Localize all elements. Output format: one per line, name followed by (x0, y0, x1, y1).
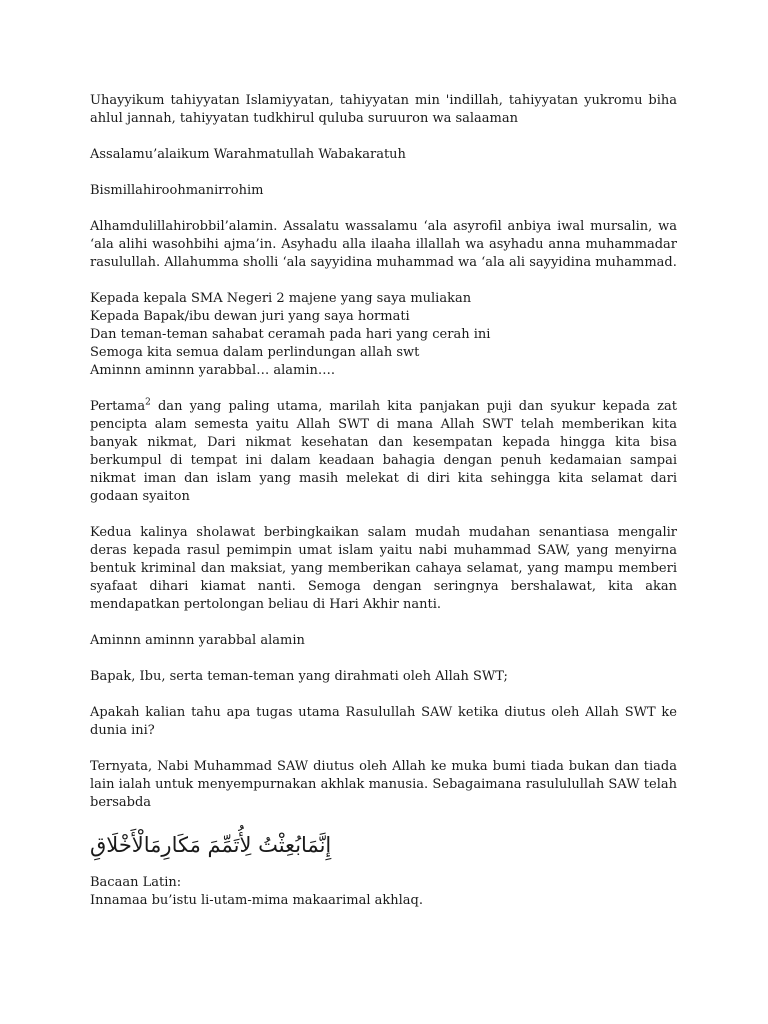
greeting-line: Kepada kepala SMA Negeri 2 majene yang saya muliakan (90, 291, 472, 306)
latin-label: Bacaan Latin: (90, 875, 182, 890)
basmalah-paragraph: Bismillahiroohmanirrohim (90, 183, 264, 198)
amin-paragraph: Aminnn aminnn yarabbal alamin (90, 633, 305, 648)
document-page (90, 92, 677, 928)
arabic-hadith (90, 830, 677, 860)
first-paragraph (90, 398, 677, 506)
address-paragraph: Bapak, Ibu, serta teman-teman yang dirahmati oleh Allah SWT; (90, 669, 508, 684)
latin-text: Innamaa bu’istu li-utam-mima makaarimal akhlaq. (90, 893, 424, 908)
question-paragraph: Apakah kalian tahu apa tugas utama Rasulullah SAW ketika diutus oleh Allah SWT ke dunia ini? (90, 705, 677, 738)
superscript-mark: 2 (145, 397, 151, 408)
greeting-line: Semoga kita semua dalam perlindungan allah swt (90, 345, 420, 360)
explanation-paragraph: Ternyata, Nabi Muhammad SAW diutus oleh Allah ke muka bumi tiada bukan dan tiada lain ialah untuk menyempurnakan akhlak manusia. Sebagaimana rasululullah SAW telah bersabda (90, 759, 677, 810)
salam-paragraph: Assalamu’alaikum Warahmatullah Wabakaratuh (90, 147, 406, 162)
latin-reading (90, 874, 677, 910)
greeting-line: Kepada Bapak/ibu dewan juri yang saya hormati (90, 309, 410, 324)
greeting-line: Dan teman-teman sahabat ceramah pada hari yang cerah ini (90, 327, 491, 342)
greeting-line: Aminnn aminnn yarabbal… alamin…. (90, 363, 336, 378)
arabic-hadith-text: إِنَّمَابُعِثْتُ لِأُتَمِّمَ مَكَارِمَالْأَخْلَاقِ (90, 833, 332, 857)
sholawat-paragraph: Kedua kalinya sholawat berbingkaikan salam mudah mudahan senantiasa mengalir deras kepada rasul pemimpin umat islam yaitu nabi muhammad SAW, yang menyirna bentuk kriminal dan maksiat, yang memberikan cahaya selamat, yang mampu memberi syafaat dihari kiamat nanti. Semoga dengan seringnya bershalawat, kita akan mendapatkan pertolongan beliau di Hari Akhir nanti. (90, 525, 677, 612)
first-word: Pertama (90, 399, 146, 414)
opening-greeting-paragraph: Uhayyikum tahiyyatan Islamiyyatan, tahiyyatan min 'indillah, tahiyyatan yukromu biha ahlul jannah, tahiyyatan tudkhirul quluba suruuron wa salaaman (90, 93, 677, 126)
greetings-list (90, 290, 677, 380)
hamdalah-paragraph: Alhamdulillahirobbil’alamin. Assalatu wassalamu ‘ala asyrofil anbiya iwal mursalin, wa ‘ala alihi wasohbihi ajma’in. Asyhadu alla ilaaha illallah wa asyhadu anna muhammadar rasulullah. Allahumma sholli ‘ala sayyidina muhammad wa ‘ala ali sayyidina muhammad. (90, 219, 677, 270)
first-paragraph-text: dan yang paling utama, marilah kita panjakan puji dan syukur kepada zat pencipta alam semesta yaitu Allah SWT di mana Allah SWT telah memberikan kita banyak nikmat, Dari nikmat kesehatan dan kesempatan kepada hingga kita bisa berkumpul di tempat ini dalam keadaan bahagia dengan penuh kedamaian sampai nikmat iman dan islam yang masih melekat di diri kita sehingga kita selamat dari godaan syaiton (90, 399, 677, 504)
